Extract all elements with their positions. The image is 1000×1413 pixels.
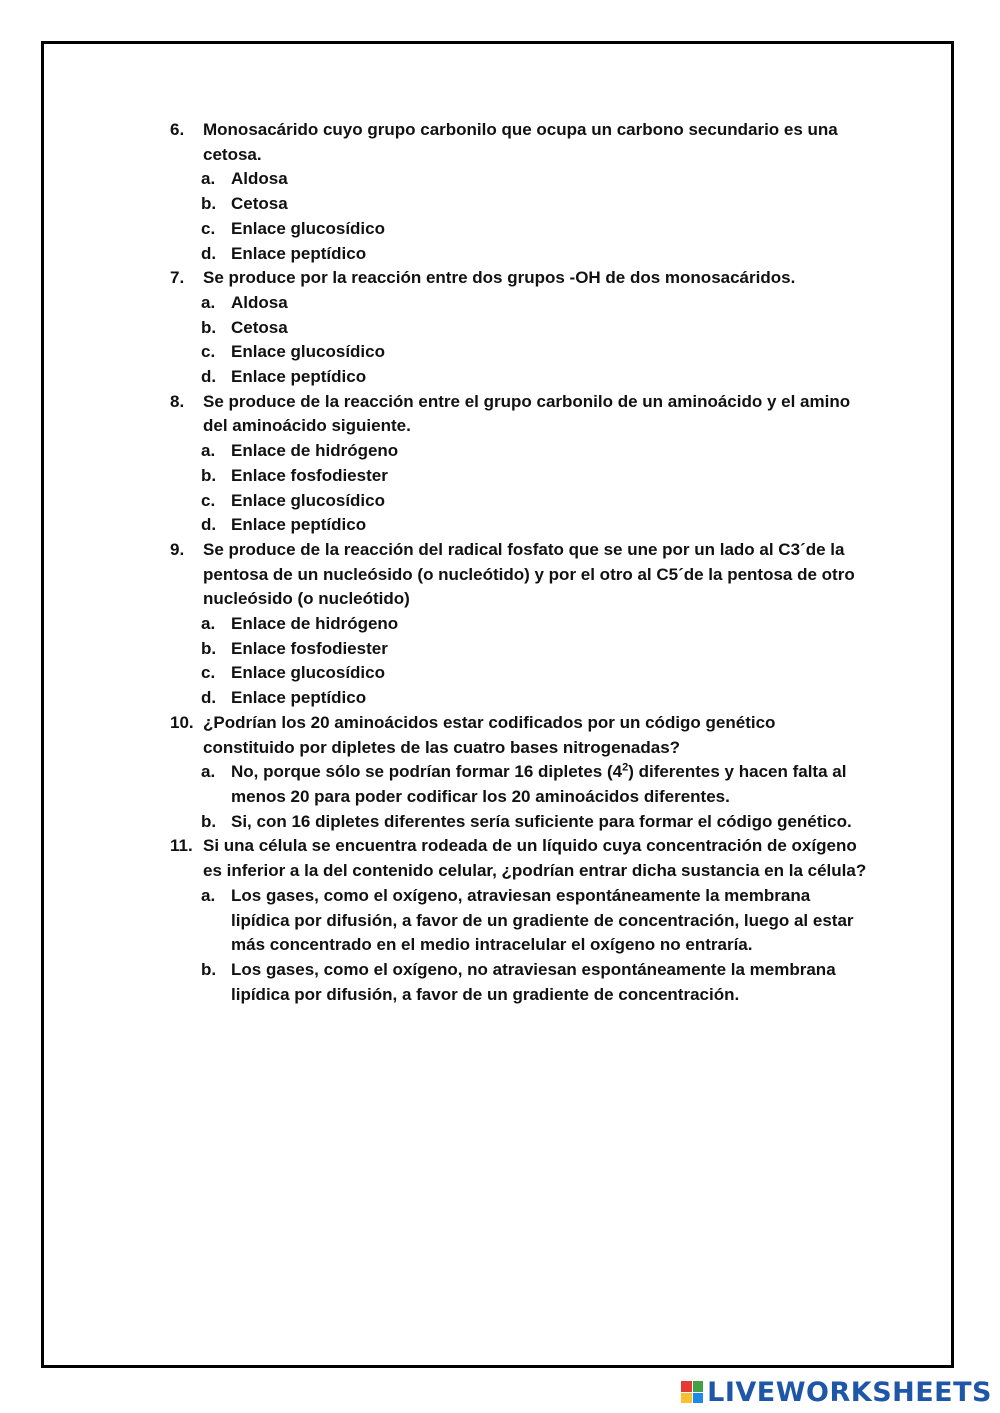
option-letter: d.: [201, 243, 217, 263]
option-item[interactable]: [170, 242, 870, 267]
option-letter: a.: [201, 762, 216, 782]
question-text: Se produce de la reacción entre el grupo carbonilo de un aminoácido y el amino del aminoácido siguiente.: [203, 391, 851, 436]
question-text: Se produce por la reacción entre dos grupos -OH de dos monosacáridos.: [203, 268, 796, 288]
option-item[interactable]: [170, 884, 870, 958]
option-text: Enlace peptídico: [231, 243, 367, 263]
option-letter: a.: [201, 441, 216, 461]
option-letter: b.: [201, 811, 217, 831]
option-letter: c.: [201, 490, 216, 510]
option-item[interactable]: [170, 291, 870, 316]
option-text: Los gases, como el oxígeno, no atraviesan espontáneamente la membrana lipídica por difusión, a favor de un gradiente de concentración.: [231, 959, 836, 1004]
options-list: [170, 291, 870, 390]
option-letter: b.: [201, 317, 217, 337]
option-text: Enlace fosfodiester: [231, 465, 388, 485]
worksheet-content: [170, 118, 870, 1007]
superscript-exponent: 2: [622, 761, 629, 774]
options-list: [170, 167, 870, 266]
option-item[interactable]: [170, 958, 870, 1007]
logo-square-yellow: [681, 1393, 692, 1404]
logo-square-green: [693, 1381, 704, 1392]
options-list: [170, 439, 870, 538]
option-letter: d.: [201, 367, 217, 387]
option-item[interactable]: [170, 167, 870, 192]
question-11: [170, 834, 870, 883]
question-text: Si una célula se encuentra rodeada de un líquido cuya concentración de oxígeno es inferior a la del contenido celular, ¿podrían entrar dicha sustancia en la célula?: [203, 836, 867, 881]
option-item[interactable]: [170, 637, 870, 662]
option-letter: b.: [201, 465, 217, 485]
options-list: [170, 760, 870, 834]
option-item[interactable]: [170, 760, 870, 809]
option-letter: c.: [201, 342, 216, 362]
option-item[interactable]: [170, 686, 870, 711]
option-text: Enlace glucosídico: [231, 663, 385, 683]
question-7: [170, 266, 870, 291]
option-text: Cetosa: [231, 194, 288, 214]
option-text: Cetosa: [231, 317, 288, 337]
option-text: Los gases, como el oxígeno, atraviesan espontáneamente la membrana lipídica por difusión, a favor de un gradiente de concentración, luego al estar más concentrado en el medio intracelular el oxígeno no entraría.: [231, 885, 854, 955]
question-text: ¿Podrían los 20 aminoácidos estar codificados por un código genético constituido por dipletes de las cuatro bases nitrogenadas?: [203, 712, 776, 757]
question-text: Monosacárido cuyo grupo carbonilo que ocupa un carbono secundario es una cetosa.: [203, 120, 838, 164]
option-text-after: ) diferentes y hacen falta al menos 20 para poder codificar los 20 aminoácidos diferentes.: [231, 762, 847, 806]
options-list: [170, 884, 870, 1008]
option-item[interactable]: [170, 464, 870, 489]
option-letter: d.: [201, 515, 217, 535]
question-number: 9.: [170, 539, 185, 559]
option-text: Enlace peptídico: [231, 515, 367, 535]
option-letter: d.: [201, 688, 217, 708]
option-text: Si, con 16 dipletes diferentes sería suficiente para formar el código genético.: [231, 811, 852, 831]
option-letter: b.: [201, 959, 217, 979]
question-number: 7.: [170, 268, 185, 288]
question-number: 6.: [170, 120, 185, 139]
option-item[interactable]: [170, 489, 870, 514]
option-text-before: No, porque sólo se podrían formar 16 dipletes (4: [231, 762, 623, 782]
liveworksheets-footer[interactable]: [681, 1377, 992, 1407]
option-item[interactable]: [170, 612, 870, 637]
question-number: 11.: [170, 836, 193, 856]
question-9: [170, 538, 870, 612]
option-letter: b.: [201, 194, 217, 214]
option-text: Enlace glucosídico: [231, 490, 385, 510]
option-text: Enlace glucosídico: [231, 218, 385, 238]
option-text: Enlace peptídico: [231, 367, 367, 387]
question-text: Se produce de la reacción del radical fosfato que se une por un lado al C3´de la pentosa de un nucleósido (o nucleótido) y por el otro al C5´de la pentosa de otro nucleósido (o nucleótido): [203, 539, 855, 609]
option-item[interactable]: [170, 340, 870, 365]
option-item[interactable]: [170, 316, 870, 341]
option-item[interactable]: [170, 365, 870, 390]
question-8: [170, 390, 870, 439]
logo-square-blue: [693, 1393, 704, 1404]
options-list: [170, 612, 870, 711]
option-letter: c.: [201, 218, 216, 238]
option-letter: c.: [201, 663, 216, 683]
option-item[interactable]: [170, 661, 870, 686]
option-text: Enlace peptídico: [231, 688, 367, 708]
option-item[interactable]: [170, 217, 870, 242]
question-10: [170, 711, 870, 760]
question-number: 10.: [170, 712, 194, 732]
option-text: Enlace de hidrógeno: [231, 614, 399, 634]
option-letter: a.: [201, 169, 216, 189]
option-item[interactable]: [170, 439, 870, 464]
option-item[interactable]: [170, 513, 870, 538]
question-number: 8.: [170, 391, 185, 411]
option-letter: a.: [201, 614, 216, 634]
option-text: Aldosa: [231, 169, 288, 189]
option-text: Enlace glucosídico: [231, 342, 385, 362]
option-letter: b.: [201, 638, 217, 658]
option-item[interactable]: [170, 810, 870, 835]
logo-square-red: [681, 1381, 692, 1392]
option-item[interactable]: [170, 192, 870, 217]
option-text: [231, 762, 846, 806]
option-letter: a.: [201, 885, 216, 905]
option-letter: a.: [201, 292, 216, 312]
brand-name: LIVEWORKSHEETS: [707, 1376, 992, 1408]
question-6: [170, 118, 870, 167]
option-text: Enlace fosfodiester: [231, 638, 388, 658]
option-text: Aldosa: [231, 292, 288, 312]
option-text: Enlace de hidrógeno: [231, 441, 399, 461]
liveworksheets-logo-icon: [681, 1381, 703, 1403]
